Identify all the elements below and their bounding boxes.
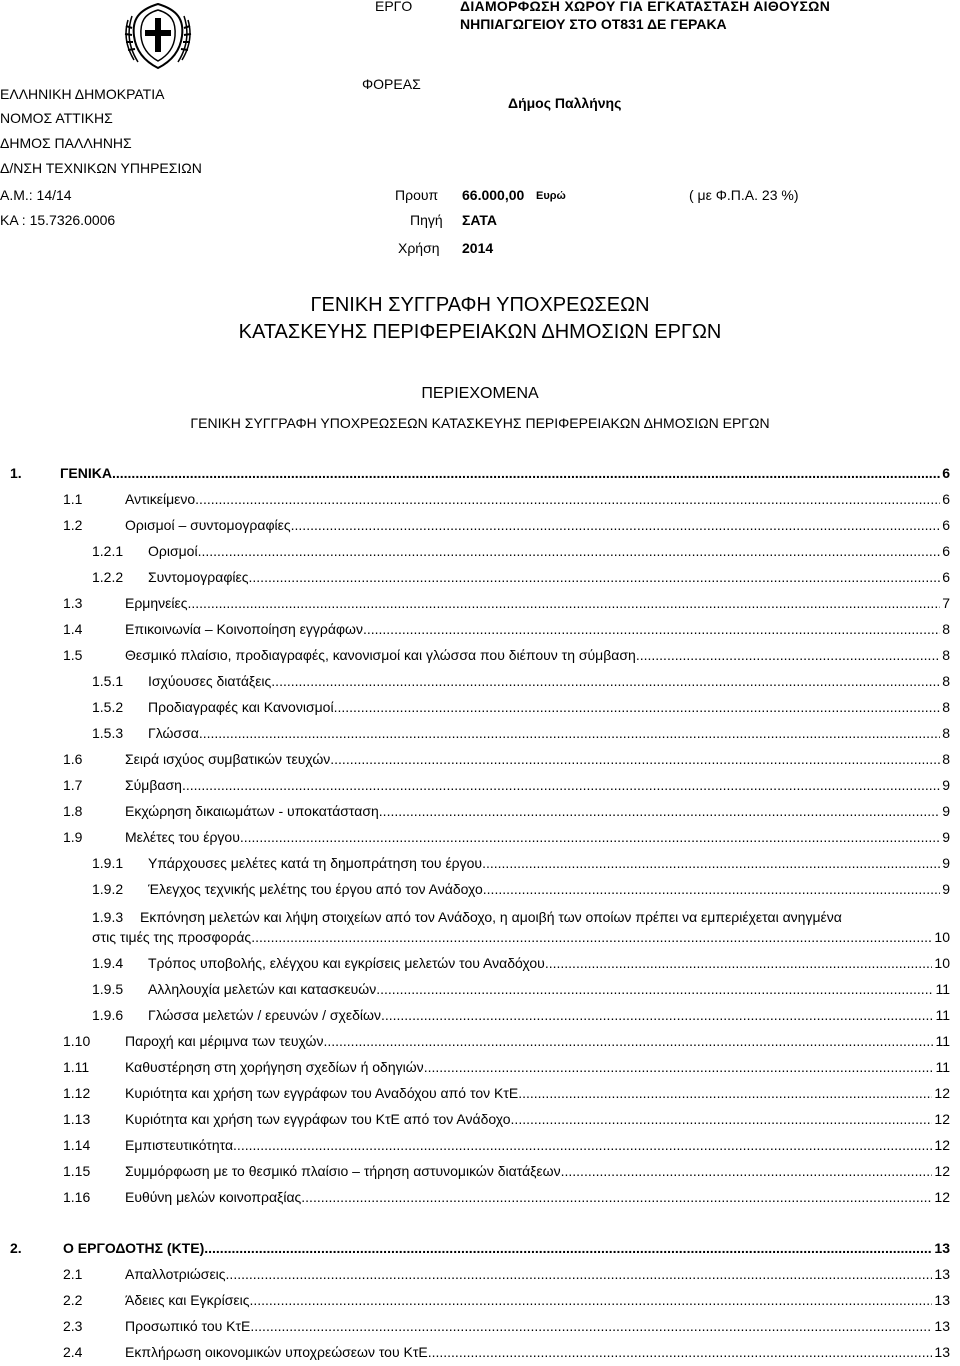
toc-entry[interactable] [0,803,960,823]
project-title-line-2: ΝΗΠΙΑΓΩΓΕΙΟΥ ΣΤΟ ΟΤ831 ΔΕ ΓΕΡΑΚΑ [460,16,727,32]
toc-entry[interactable] [0,751,960,771]
toc-entry-number: 1.2.1 [92,543,124,559]
toc-entry-number: 1.5.3 [92,725,124,741]
toc-dot-leader [182,777,940,793]
toc-entry-title: Αλληλουχία μελετών και κατασκευών [148,981,377,997]
toc-dot-leader [291,517,941,533]
toc-dot-leader [334,699,941,715]
toc-entry[interactable] [0,543,960,563]
toc-entry-title: Εκχώρηση δικαιωμάτων - υποκατάσταση [125,803,379,819]
toc-entry-page: 9 [942,829,950,845]
toc-entry-title: Προδιαγραφές και Κανονισμοί [148,699,334,715]
toc-entry-page: 6 [942,569,950,585]
toc-entry-number: 1.14 [63,1137,91,1153]
authority-line-3: ΔΗΜΟΣ ΠΑΛΛΗΝΗΣ [0,135,132,151]
toc-entry-page: 8 [942,699,950,715]
toc-entry[interactable] [0,955,960,975]
toc-entry-number: 2.4 [63,1344,83,1360]
toc-dot-leader [233,1137,932,1153]
toc-entry-page: 13 [934,1318,950,1334]
toc-entry-number: 1.9.2 [92,881,124,897]
toc-entry-title: Εκπλήρωση οικονομικών υποχρεώσεων του ΚτΕ [125,1344,428,1360]
toc-entry-page: 8 [942,647,950,663]
toc-entry-number: 1.10 [63,1033,91,1049]
toc-entry-number: 1.8 [63,803,83,819]
toc-entry-number: 1.3 [63,595,83,611]
toc-entry-number: 1.1 [63,491,83,507]
toc-entry-page: 12 [934,1111,950,1127]
toc-entry-title: Συντομογραφίες [148,569,249,585]
ka-code: ΚΑ : 15.7326.0006 [0,212,116,228]
toc-entry-page: 12 [934,1189,950,1205]
toc-entry-title: Απαλλοτριώσεις [125,1266,226,1282]
toc-entry-page: 9 [942,881,950,897]
foreas-value: Δήμος Παλλήνης [508,95,622,111]
toc-entry-number: 2. [10,1240,22,1256]
budget-value: 66.000,00 [462,187,525,203]
toc-dot-leader [511,1111,933,1127]
toc-dot-leader [323,1033,933,1049]
toc-entry[interactable] [0,621,960,641]
toc-entry[interactable] [0,491,960,511]
toc-entry-number: 1.11 [63,1059,90,1075]
toc-entry-page: 11 [935,1007,950,1023]
source-label: Πηγή [410,212,443,228]
toc-entry-title: Γλώσσα [148,725,199,741]
toc-entry[interactable] [0,1189,960,1209]
toc-entry[interactable] [0,1344,960,1364]
authority-line-1: ΕΛΛΗΝΙΚΗ ΔΗΜΟΚΡΑΤΙΑ [0,86,165,102]
toc-entry[interactable] [0,1059,960,1079]
toc-entry-page: 13 [934,1292,950,1308]
toc-dot-leader [483,881,940,897]
toc-entry-title: Επικοινωνία – Κοινοποίηση εγγράφων [125,621,363,637]
toc-entry-number: 1.12 [63,1085,91,1101]
toc-entry-number: 1.2 [63,517,83,533]
toc-entry-page: 12 [934,1163,950,1179]
toc-entry[interactable] [0,981,960,1001]
toc-dot-leader [240,829,940,845]
toc-entry-page: 7 [942,595,950,611]
toc-entry-title: Προσωπικό του ΚτΕ [125,1318,251,1334]
toc-entry-title: Καθυστέρηση στη χορήγηση σχεδίων ή οδηγιών [125,1059,424,1075]
toc-entry-page: 6 [942,491,950,507]
toc-dot-leader [424,1059,934,1075]
toc-entry-page: 13 [934,1266,950,1282]
toc-dot-leader [251,929,932,945]
toc-entry-title: Συμμόρφωση με το θεσμικό πλαίσιο – τήρηση αστυνομικών διατάξεων [125,1163,561,1179]
toc-dot-leader [198,543,941,559]
year-value: 2014 [462,240,494,256]
toc-dot-leader [188,595,941,611]
toc-dot-leader [204,1240,932,1256]
toc-entry-number: 1.7 [63,777,83,793]
toc-entry[interactable] [0,569,960,589]
vat-note: ( με Φ.Π.Α. 23 %) [689,187,799,203]
toc-dot-leader [195,491,940,507]
toc-entry[interactable] [0,1240,960,1260]
toc-dot-leader [250,1318,932,1334]
main-title-line-2: ΚΑΤΑΣΚΕΥΗΣ ΠΕΡΙΦΕΡΕΙΑΚΩΝ ΔΗΜΟΣΙΩΝ ΕΡΓΩΝ [238,321,722,343]
toc-entry[interactable] [0,881,960,901]
toc-entry-title: Ορισμοί [148,543,198,559]
toc-entry-number: 1.9.4 [92,955,124,971]
toc-entry-page: 11 [935,1059,950,1075]
currency: Ευρώ [536,190,566,202]
toc-entry-number: 1.5 [63,647,83,663]
toc-entry-title: Ο ΕΡΓΟΔΟΤΗΣ (ΚΤΕ) [63,1240,205,1256]
toc-dot-leader [482,855,940,871]
toc-entry-page: 12 [934,1085,950,1101]
toc-entry-title: Ορισμοί – συντομογραφίες [125,517,291,533]
toc-entry-title: Εμπιστευτικότητα [125,1137,234,1153]
toc-entry[interactable] [0,855,960,875]
toc-entry-title: Ισχύουσες διατάξεις [148,673,272,689]
toc-dot-leader [301,1189,932,1205]
coat-of-arms-icon [118,0,198,72]
toc-entry-number: 1.16 [63,1189,91,1205]
project-title-line-1: ΔΙΑΜΟΡΦΩΣΗ ΧΩΡΟΥ ΓΙΑ ΕΓΚΑΤΑΣΤΑΣΗ ΑΙΘΟΥΣΩΝ [460,0,831,14]
toc-entry-title: Παροχή και μέριμνα των τευχών [125,1033,324,1049]
toc-dot-leader [199,725,940,741]
toc-dot-leader [376,981,933,997]
toc-entry-number: 1.9.6 [92,1007,124,1023]
toc-entry-page: 12 [934,1137,950,1153]
toc-entry-number: 1.13 [63,1111,91,1127]
toc-entry-number: 2.1 [63,1266,83,1282]
toc-entry[interactable] [0,1111,960,1131]
toc-entry-title: Γλώσσα μελετών / ερευνών / σχεδίων [148,1007,381,1023]
ergo-label: ΕΡΓΟ [375,0,413,14]
toc-entry[interactable] [0,1163,960,1183]
toc-dot-leader [249,569,941,585]
year-label: Χρήση [398,240,440,256]
toc-entry-title: Υπάρχουσες μελέτες κατά τη δημοπράτηση του έργου [148,855,483,871]
toc-entry-page: 6 [942,465,950,481]
toc-entry-number: 1.9.3 [92,909,124,925]
authority-line-2: ΝΟΜΟΣ ΑΤΤΙΚΗΣ [0,110,113,126]
authority-line-4: Δ/ΝΣΗ ΤΕΧΝΙΚΩΝ ΥΠΗΡΕΣΙΩΝ [0,160,202,176]
toc-entry-number: 1.9 [63,829,83,845]
budget-label: Προυπ [395,187,439,203]
toc-entry[interactable] [0,777,960,797]
main-title-line-1: ΓΕΝΙΚΗ ΣΥΓΓΡΑΦΗ ΥΠΟΧΡΕΩΣΕΩΝ [310,294,650,316]
toc-entry[interactable] [0,909,960,945]
toc-entry-title: Εκπόνηση μελετών και λήψη στοιχείων από τον Ανάδοχο, η αμοιβή των οποίων πρέπει να εμπεριέχεται ανηγμένα [140,909,842,925]
toc-dot-leader [330,751,940,767]
toc-entry-page: 11 [935,1033,950,1049]
toc-dot-leader [518,1085,932,1101]
toc-entry[interactable] [0,517,960,537]
toc-entry[interactable] [0,673,960,693]
toc-entry-title: Άδειες και Εγκρίσεις [125,1292,250,1308]
toc-entry-page: 9 [942,803,950,819]
toc-entry-page: 6 [942,543,950,559]
toc-entry-title: Θεσμικό πλαίσιο, προδιαγραφές, κανονισμοί και γλώσσα που διέπουν τη σύμβαση [125,647,636,663]
toc-entry-title: Σύμβαση [125,777,182,793]
toc-dot-leader [363,621,940,637]
toc-heading: ΠΕΡΙΕΧΟΜΕΝΑ [421,385,539,402]
toc-entry-page: 9 [942,777,950,793]
toc-dot-leader [249,1292,932,1308]
toc-entry-title: Ευθύνη μελών κοινοπραξίας [125,1189,302,1205]
toc-dot-leader [636,647,940,663]
toc-entry-title: Σειρά ισχύος συμβατικών τευχών [125,751,331,767]
toc-entry-number: 1.2.2 [92,569,124,585]
toc-entry[interactable] [0,465,960,485]
toc-entry-title: Ερμηνείες [125,595,188,611]
toc-entry-page: 10 [934,929,950,945]
toc-entry-number: 1.9.1 [92,855,124,871]
toc-dot-leader [226,1266,933,1282]
toc-entry-page: 11 [935,981,950,997]
toc-entry-title-continued: στις τιμές της προσφοράς [92,929,252,945]
toc-subheading: ΓΕΝΙΚΗ ΣΥΓΓΡΑΦΗ ΥΠΟΧΡΕΩΣΕΩΝ ΚΑΤΑΣΚΕΥΗΣ ΠΕΡΙΦΕΡΕΙΑΚΩΝ ΔΗΜΟΣΙΩΝ ΕΡΓΩΝ [190,415,770,431]
toc-entry[interactable] [0,1007,960,1027]
toc-entry[interactable] [0,1292,960,1312]
toc-entry[interactable] [0,1318,960,1338]
toc-entry[interactable] [0,647,960,667]
toc-entry-title: ΓΕΝΙΚΑ [60,465,112,481]
toc-entry[interactable] [0,1085,960,1105]
toc-entry-page: 9 [942,855,950,871]
toc-entry[interactable] [0,1266,960,1286]
toc-entry[interactable] [0,1033,960,1053]
toc-entry-number: 1.4 [63,621,83,637]
toc-entry[interactable] [0,699,960,719]
toc-dot-leader [561,1163,933,1179]
toc-entry-number: 1.5.2 [92,699,124,715]
toc-entry-page: 13 [934,1344,950,1360]
toc-entry-title: Μελέτες του έργου [125,829,240,845]
toc-dot-leader [112,465,940,481]
toc-entry[interactable] [0,595,960,615]
toc-entry-number: 1. [10,465,22,481]
toc-entry-page: 8 [942,751,950,767]
toc-entry-number: 1.9.5 [92,981,124,997]
toc-entry-page: 10 [934,955,950,971]
toc-dot-leader [271,673,940,689]
toc-entry[interactable] [0,1137,960,1157]
toc-entry-number: 1.15 [63,1163,91,1179]
toc-entry-number: 1.6 [63,751,83,767]
toc-entry-title: Κυριότητα και χρήση των εγγράφων του Αναδόχου από τον ΚτΕ [125,1085,519,1101]
toc-entry-number: 1.5.1 [92,673,124,689]
toc-entry-number: 2.3 [63,1318,83,1334]
toc-dot-leader [428,1344,933,1360]
source-value: ΣΑΤΑ [462,212,497,228]
toc-entry-page: 6 [942,517,950,533]
toc-dot-leader [381,1007,934,1023]
toc-dot-leader [545,955,933,971]
toc-entry-title: Κυριότητα και χρήση των εγγράφων του ΚτΕ από τον Ανάδοχο [125,1111,511,1127]
foreas-label: ΦΟΡΕΑΣ [362,76,421,92]
toc-entry-page: 8 [942,673,950,689]
toc-dot-leader [379,803,940,819]
toc-entry-page: 8 [942,621,950,637]
toc-entry-page: 8 [942,725,950,741]
toc-entry-title: Αντικείμενο [125,491,196,507]
toc-entry-page: 13 [934,1240,950,1256]
toc-entry[interactable] [0,725,960,745]
toc-entry-title: Έλεγχος τεχνικής μελέτης του έργου από τον Ανάδοχο [148,881,483,897]
am-number: Α.Μ.: 14/14 [0,187,72,203]
toc-entry[interactable] [0,829,960,849]
toc-entry-number: 2.2 [63,1292,83,1308]
toc-entry-title: Τρόπος υποβολής, ελέγχου και εγκρίσεις μελετών του Αναδόχου [148,955,545,971]
